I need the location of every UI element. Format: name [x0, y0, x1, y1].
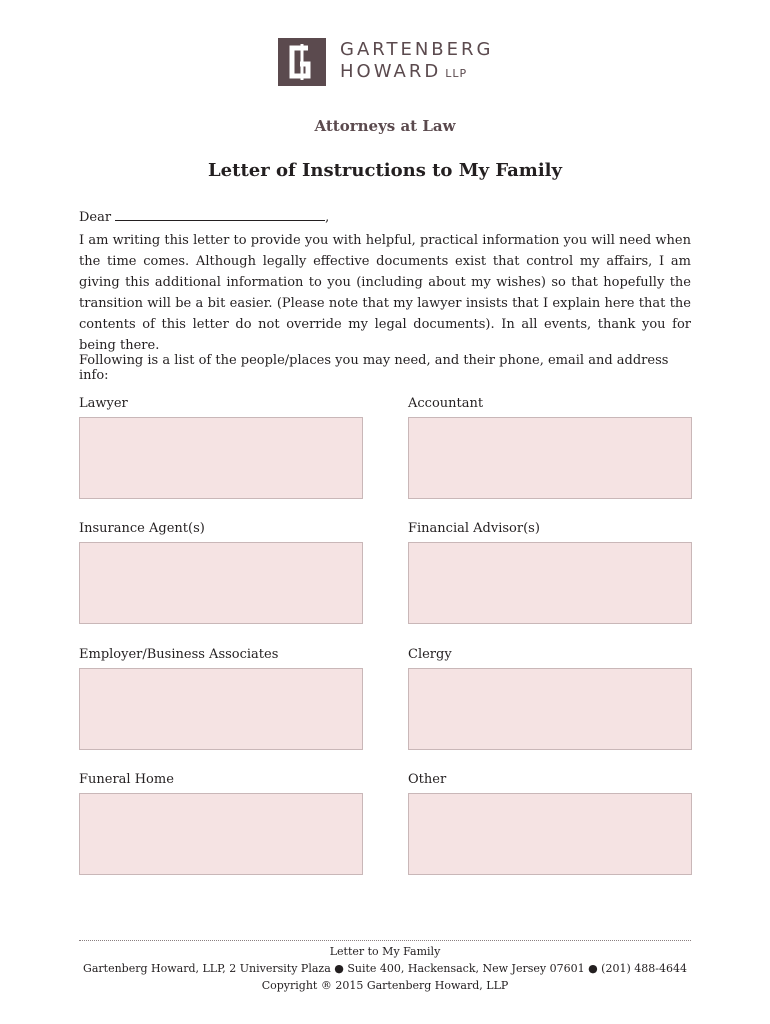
- financial-advisor-label: Financial Advisor(s): [408, 521, 540, 536]
- clergy-label: Clergy: [408, 647, 452, 662]
- other-field[interactable]: [408, 793, 692, 875]
- footer-divider: [79, 940, 691, 941]
- lawyer-label: Lawyer: [79, 396, 128, 411]
- insurance-agent-field[interactable]: [79, 542, 363, 624]
- salutation-label: Dear: [79, 210, 112, 225]
- accountant-field[interactable]: [408, 417, 692, 499]
- tagline: Attorneys at Law: [314, 117, 456, 135]
- salutation-comma: ,: [325, 210, 330, 225]
- clergy-field[interactable]: [408, 668, 692, 750]
- logo-llp: LLP: [445, 67, 468, 80]
- other-label: Other: [408, 772, 447, 787]
- lawyer-field[interactable]: [79, 417, 363, 499]
- logo-wordmark-line1: GARTENBERG: [340, 39, 494, 60]
- footer-title: Letter to My Family: [329, 945, 441, 958]
- funeral-home-label: Funeral Home: [79, 772, 174, 787]
- employer-label: Employer/Business Associates: [79, 647, 279, 662]
- employer-field[interactable]: [79, 668, 363, 750]
- footer-copyright: Copyright ® 2015 Gartenberg Howard, LLP: [261, 979, 509, 992]
- insurance-agent-label: Insurance Agent(s): [79, 521, 205, 536]
- logo-wordmark-line2: HOWARD: [340, 61, 442, 82]
- funeral-home-field[interactable]: [79, 793, 363, 875]
- salutation-line: [79, 209, 329, 225]
- accountant-label: Accountant: [408, 396, 484, 411]
- intro-paragraph: I am writing this letter to provide you with helpful, practical information you will need when the time comes. Although legally effective documents exist that control my affairs, I am giving this additional information to you (including about my wishes) so that hopefully the transition will be a bit easier. (Please note that my lawyer insists that I explain here that the contents of this letter do not override my legal documents). In all events, thank you for being there.: [79, 233, 691, 353]
- gh-monogram-icon: [278, 38, 326, 86]
- document-title: Letter of Instructions to My Family: [208, 160, 562, 181]
- firm-logo: [278, 38, 493, 86]
- footer-address: Gartenberg Howard, LLP, 2 University Plaza ● Suite 400, Hackensack, New Jersey 07601 ● (201) 488-4644: [83, 962, 687, 975]
- recipient-name-field[interactable]: [115, 209, 325, 221]
- financial-advisor-field[interactable]: [408, 542, 692, 624]
- contacts-intro: Following is a list of the people/places you may need, and their phone, email and address info:: [79, 353, 669, 383]
